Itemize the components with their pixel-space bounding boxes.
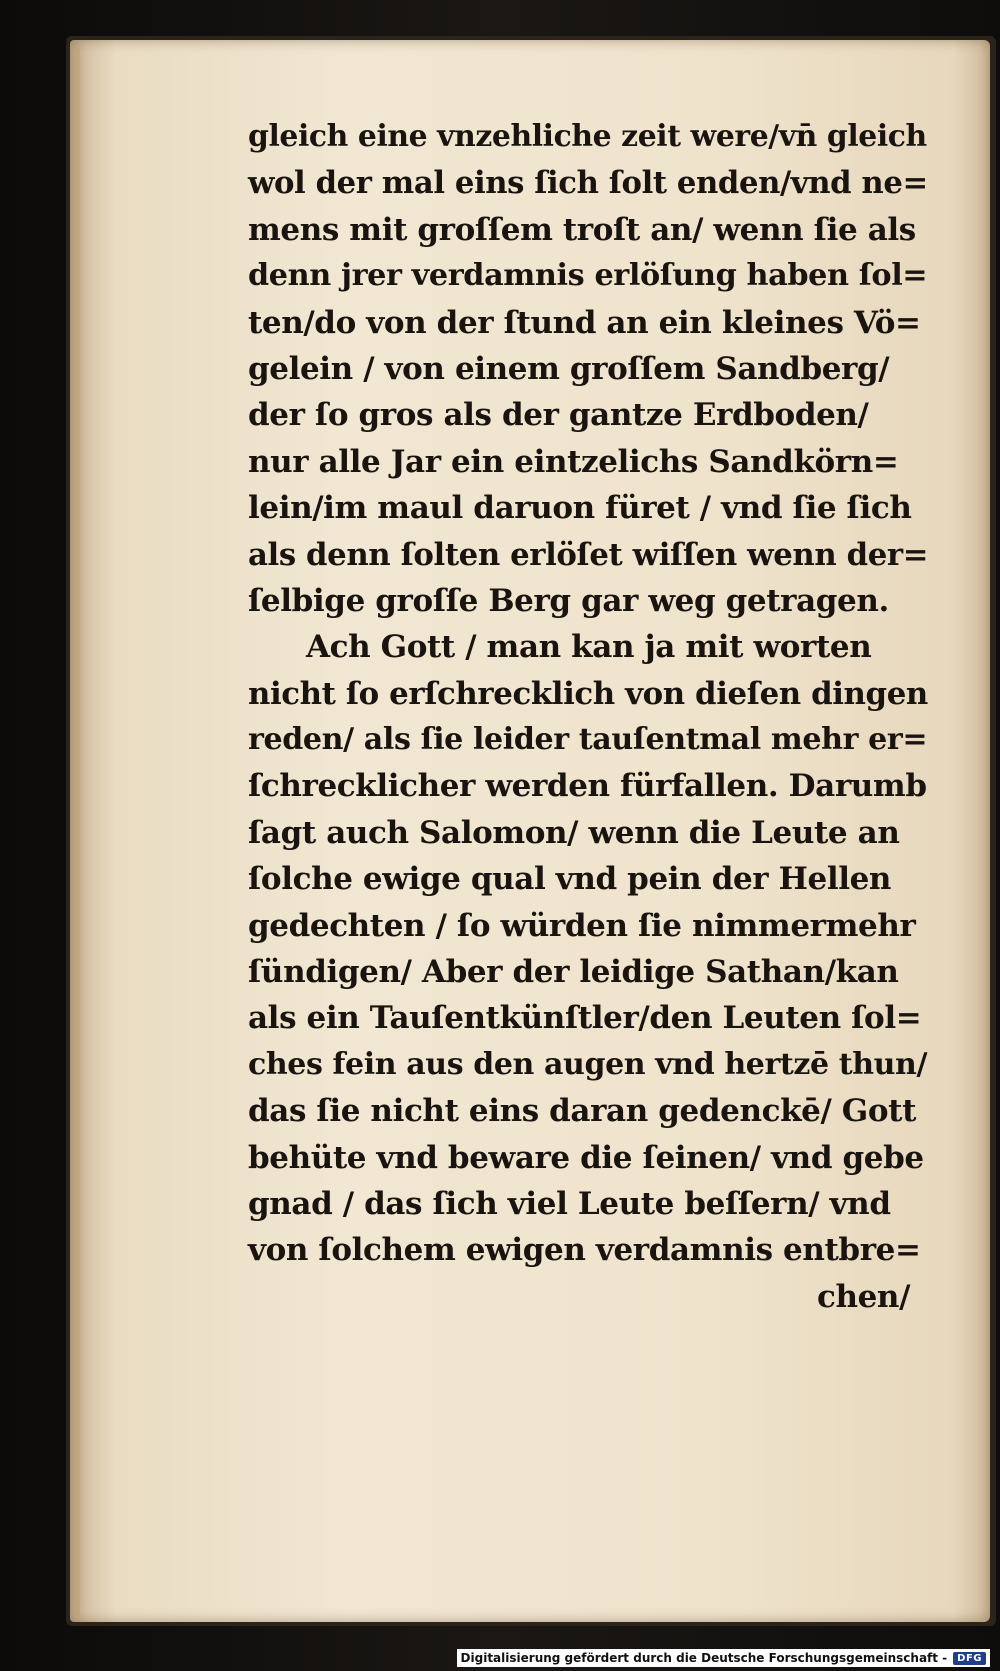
text-line: als denn ſolten erlöſet wiſſen wenn der= [248, 536, 929, 573]
text-line: als ein Tauſentkünſtler/den Leuten ſol= [248, 1000, 922, 1037]
page-text [248, 114, 928, 1320]
text-line: mens mit groſſem troſt an/ wenn ſie als [248, 211, 916, 248]
catchword: chen/ [817, 1278, 910, 1315]
digitization-credit [457, 1649, 990, 1667]
text-line: Ach Gott / man kan ja mit worten [306, 629, 872, 666]
text-line: ſolche ewige qual vnd pein der Hellen [248, 861, 892, 898]
text-line: der ſo gros als der gantze Erdboden/ [248, 397, 869, 434]
credit-text: Digitalisierung gefördert durch die Deutsche Forschungsgemeinschaft - [460, 1651, 948, 1665]
text-line: nur alle Jar ein eintzelichs Sandkörn= [248, 443, 899, 480]
text-line: ſagt auch Salomon/ wenn die Leute an [248, 814, 900, 851]
text-line: gnad / das ſich viel Leute beſſern/ vnd [248, 1185, 891, 1222]
text-line: ches fein aus den augen vnd hertzē thun/ [248, 1046, 928, 1082]
text-line: ſchrecklicher werden fürfallen. Darumb [248, 768, 927, 805]
text-line: lein/im maul daruon füret / vnd ſie ſich [248, 490, 912, 527]
text-line: ten/do von der ſtund an ein kleines Vö= [248, 304, 921, 341]
text-line: behüte vnd beware die ſeinen/ vnd gebe [248, 1139, 924, 1176]
text-line: ſündigen/ Aber der leidige Sathan/kan [248, 954, 899, 991]
page-edge [74, 48, 80, 1618]
text-line: gelein / von einem groſſem Sandberg/ [248, 350, 890, 387]
dfg-logo-icon: DFG [953, 1652, 986, 1665]
text-line: denn jrer verdamnis erlöſung haben ſol= [248, 258, 928, 294]
text-line: wol der mal eins ſich ſolt enden/vnd ne= [248, 165, 928, 202]
text-line: das ſie nicht eins daran gedenckē/ Gott [248, 1093, 916, 1130]
text-line: von ſolchem ewigen verdamnis entbre= [248, 1232, 921, 1269]
text-line: gedechten / ſo würden ſie nimmermehr [248, 907, 916, 944]
text-line: nicht ſo erſchrecklich von dieſen dingen [248, 675, 928, 712]
text-line: reden/ als ſie leider tauſentmal mehr er= [248, 722, 928, 758]
text-line: ſelbige groſſe Berg gar weg getragen. [248, 582, 889, 619]
text-line: gleich eine vnzehliche zeit were/vn̄ gleich [248, 119, 927, 154]
